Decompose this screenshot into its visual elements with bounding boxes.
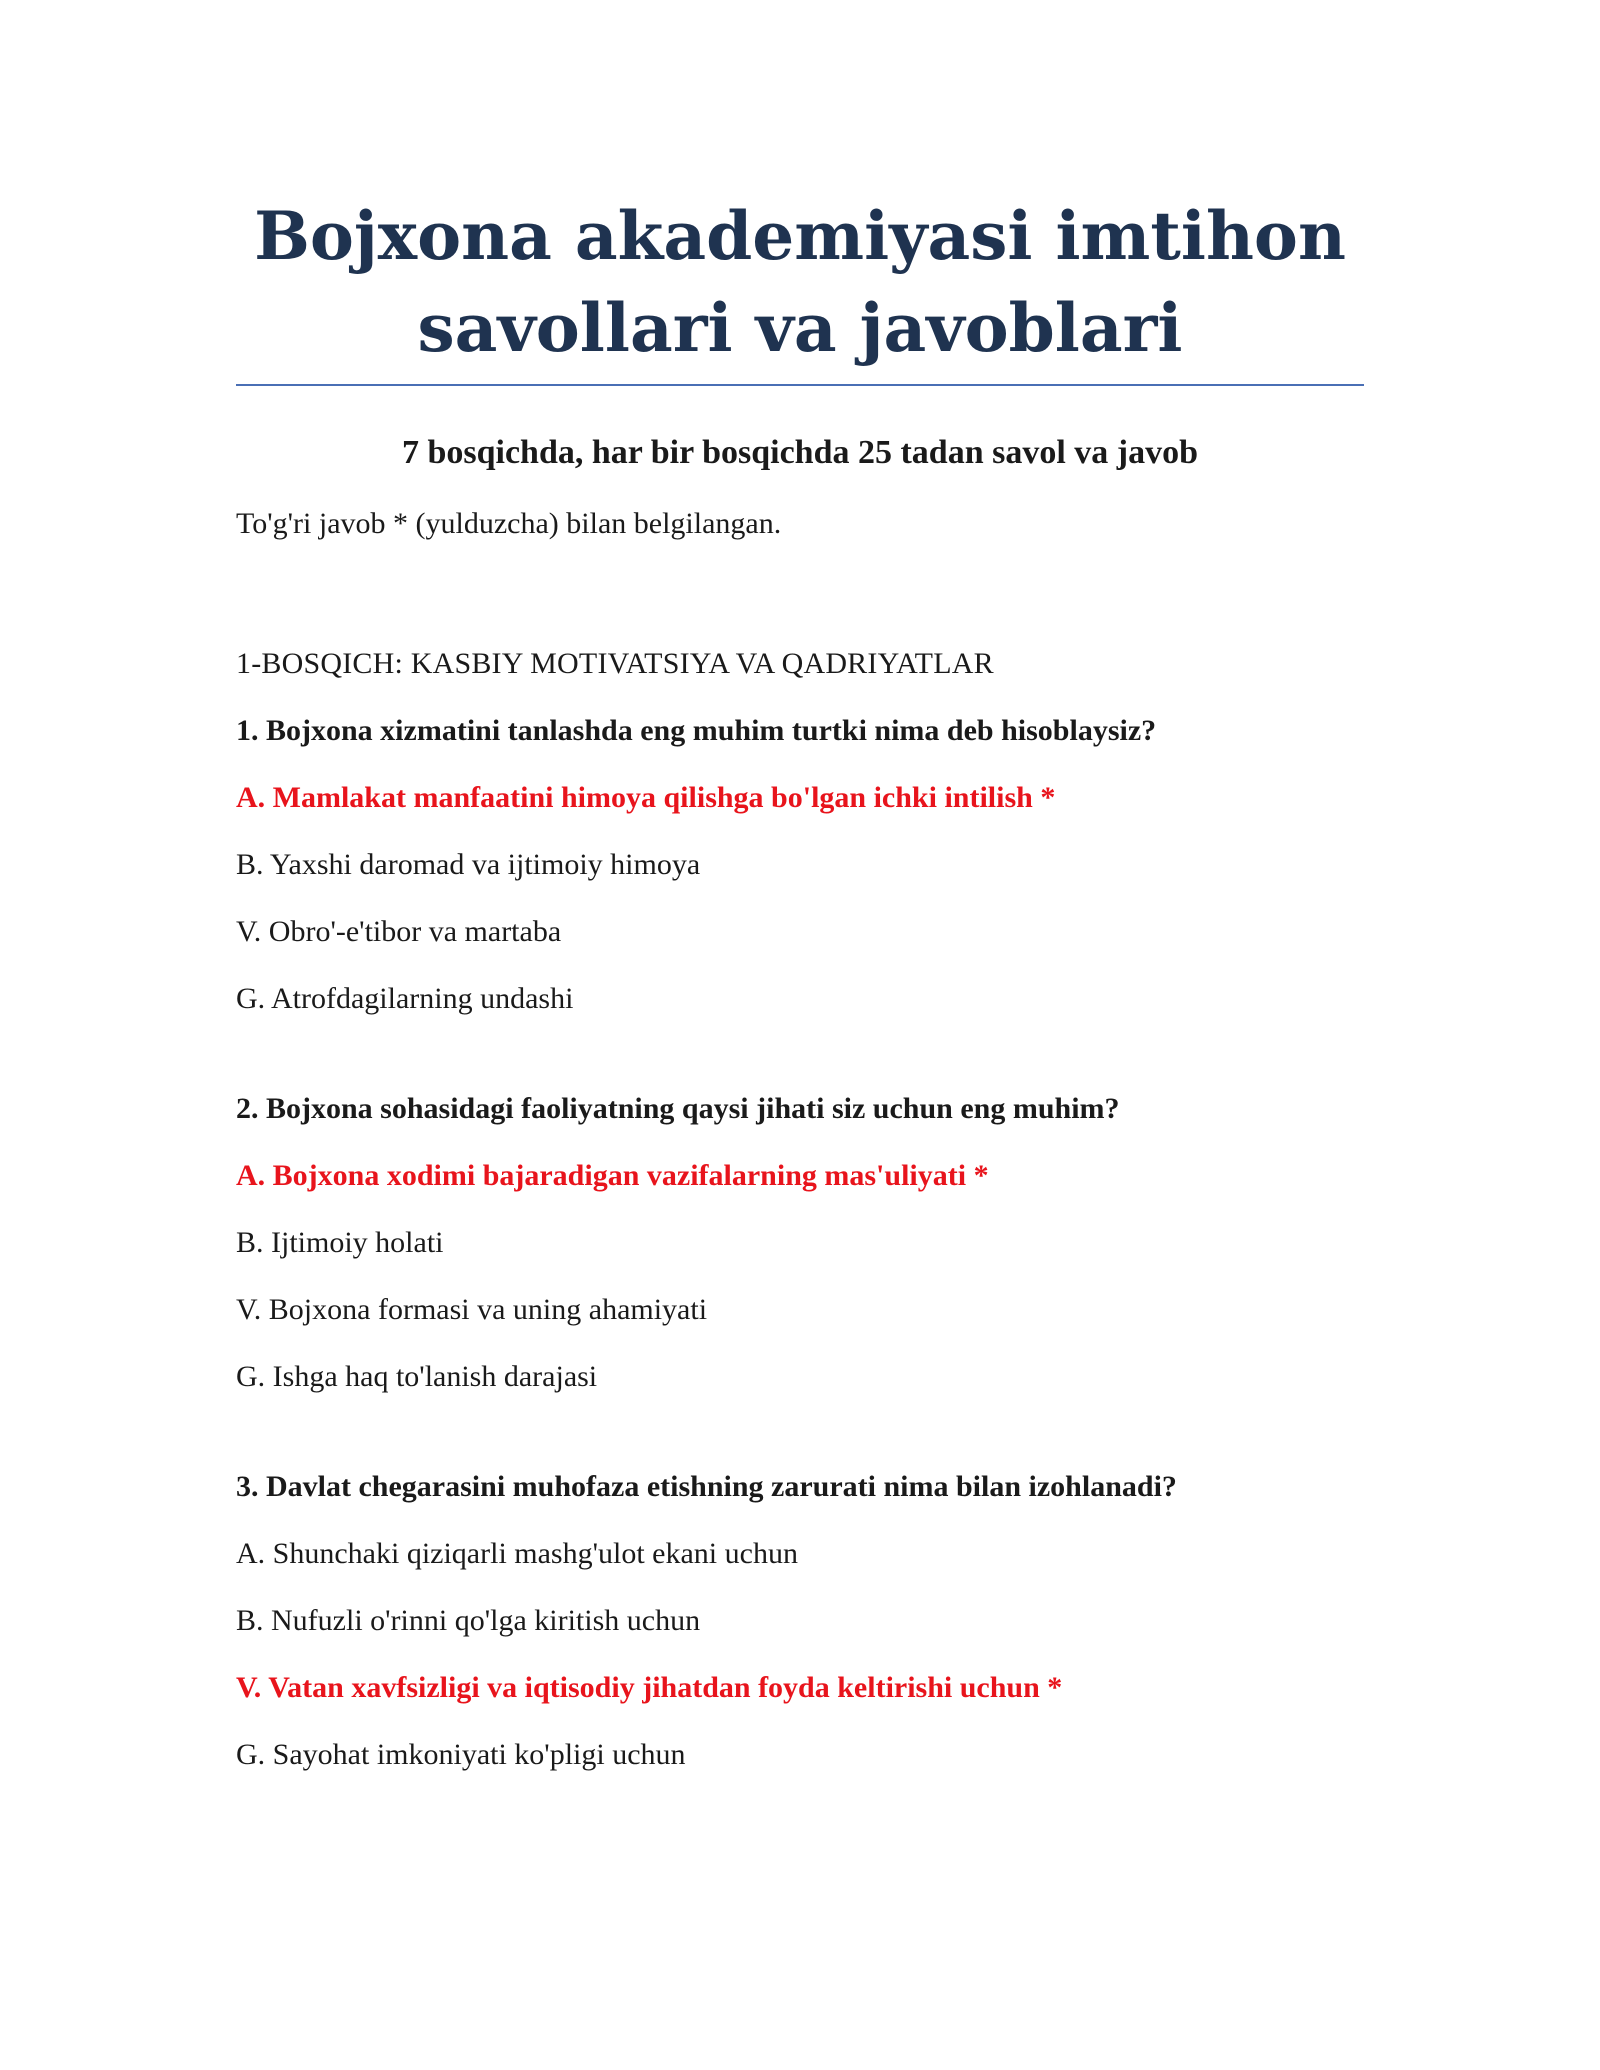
answer-option-a: A. Bojxona xodimi bajaradigan vazifalarning mas'uliyati * [236,1159,989,1192]
question-3 [236,1465,1364,1777]
answer-option-b: B. Nufuzli o'rinni qo'lga kiritish uchun [236,1604,701,1637]
answer-option-b: B. Ijtimoiy holati [236,1226,444,1259]
answer-option-a: A. Shunchaki qiziqarli mashg'ulot ekani uchun [236,1537,798,1570]
question-list [236,709,1364,1777]
answer-option-b: B. Yaxshi daromad va ijtimoiy himoya [236,848,701,881]
answer-option-v: V. Bojxona formasi va uning ahamiyati [236,1293,708,1326]
question-text: 2. Bojxona sohasidagi faoliyatning qaysi jihati siz uchun eng muhim? [236,1092,1120,1125]
document-subtitle: 7 bosqichda, har bir bosqichda 25 tadan savol va javob [401,434,1199,471]
answer-option-g: G. Atrofdagilarning undashi [236,982,574,1015]
answer-option-g: G. Ishga haq to'lanish darajasi [236,1360,598,1393]
answer-option-v: V. Obro'-e'tibor va martaba [236,915,562,948]
answer-option-a: A. Mamlakat manfaatini himoya qilishga bo'lgan ichki intilish * [236,781,1056,814]
question-2 [236,1087,1364,1399]
answer-option-v: V. Vatan xavfsizligi va iqtisodiy jihatdan foyda keltirishi uchun * [236,1671,1063,1704]
answer-option-g: G. Sayohat imkoniyati ko'pligi uchun [236,1738,686,1771]
question-1 [236,709,1364,1021]
section-title: 1-BOSQICH: KASBIY MOTIVATSIYA VA QADRIYATLAR [236,647,994,680]
document-title: Bojxona akademiyasi imtihon savollari va javoblari [254,197,1346,367]
question-text: 3. Davlat chegarasini muhofaza etishning zarurati nima bilan izohlanadi? [236,1470,1177,1503]
title-divider [236,384,1364,386]
question-text: 1. Bojxona xizmatini tanlashda eng muhim turtki nima deb hisoblaysiz? [236,714,1157,747]
intro-note: To'g'ri javob * (yulduzcha) bilan belgilangan. [236,507,782,540]
document-page [236,190,1364,1777]
